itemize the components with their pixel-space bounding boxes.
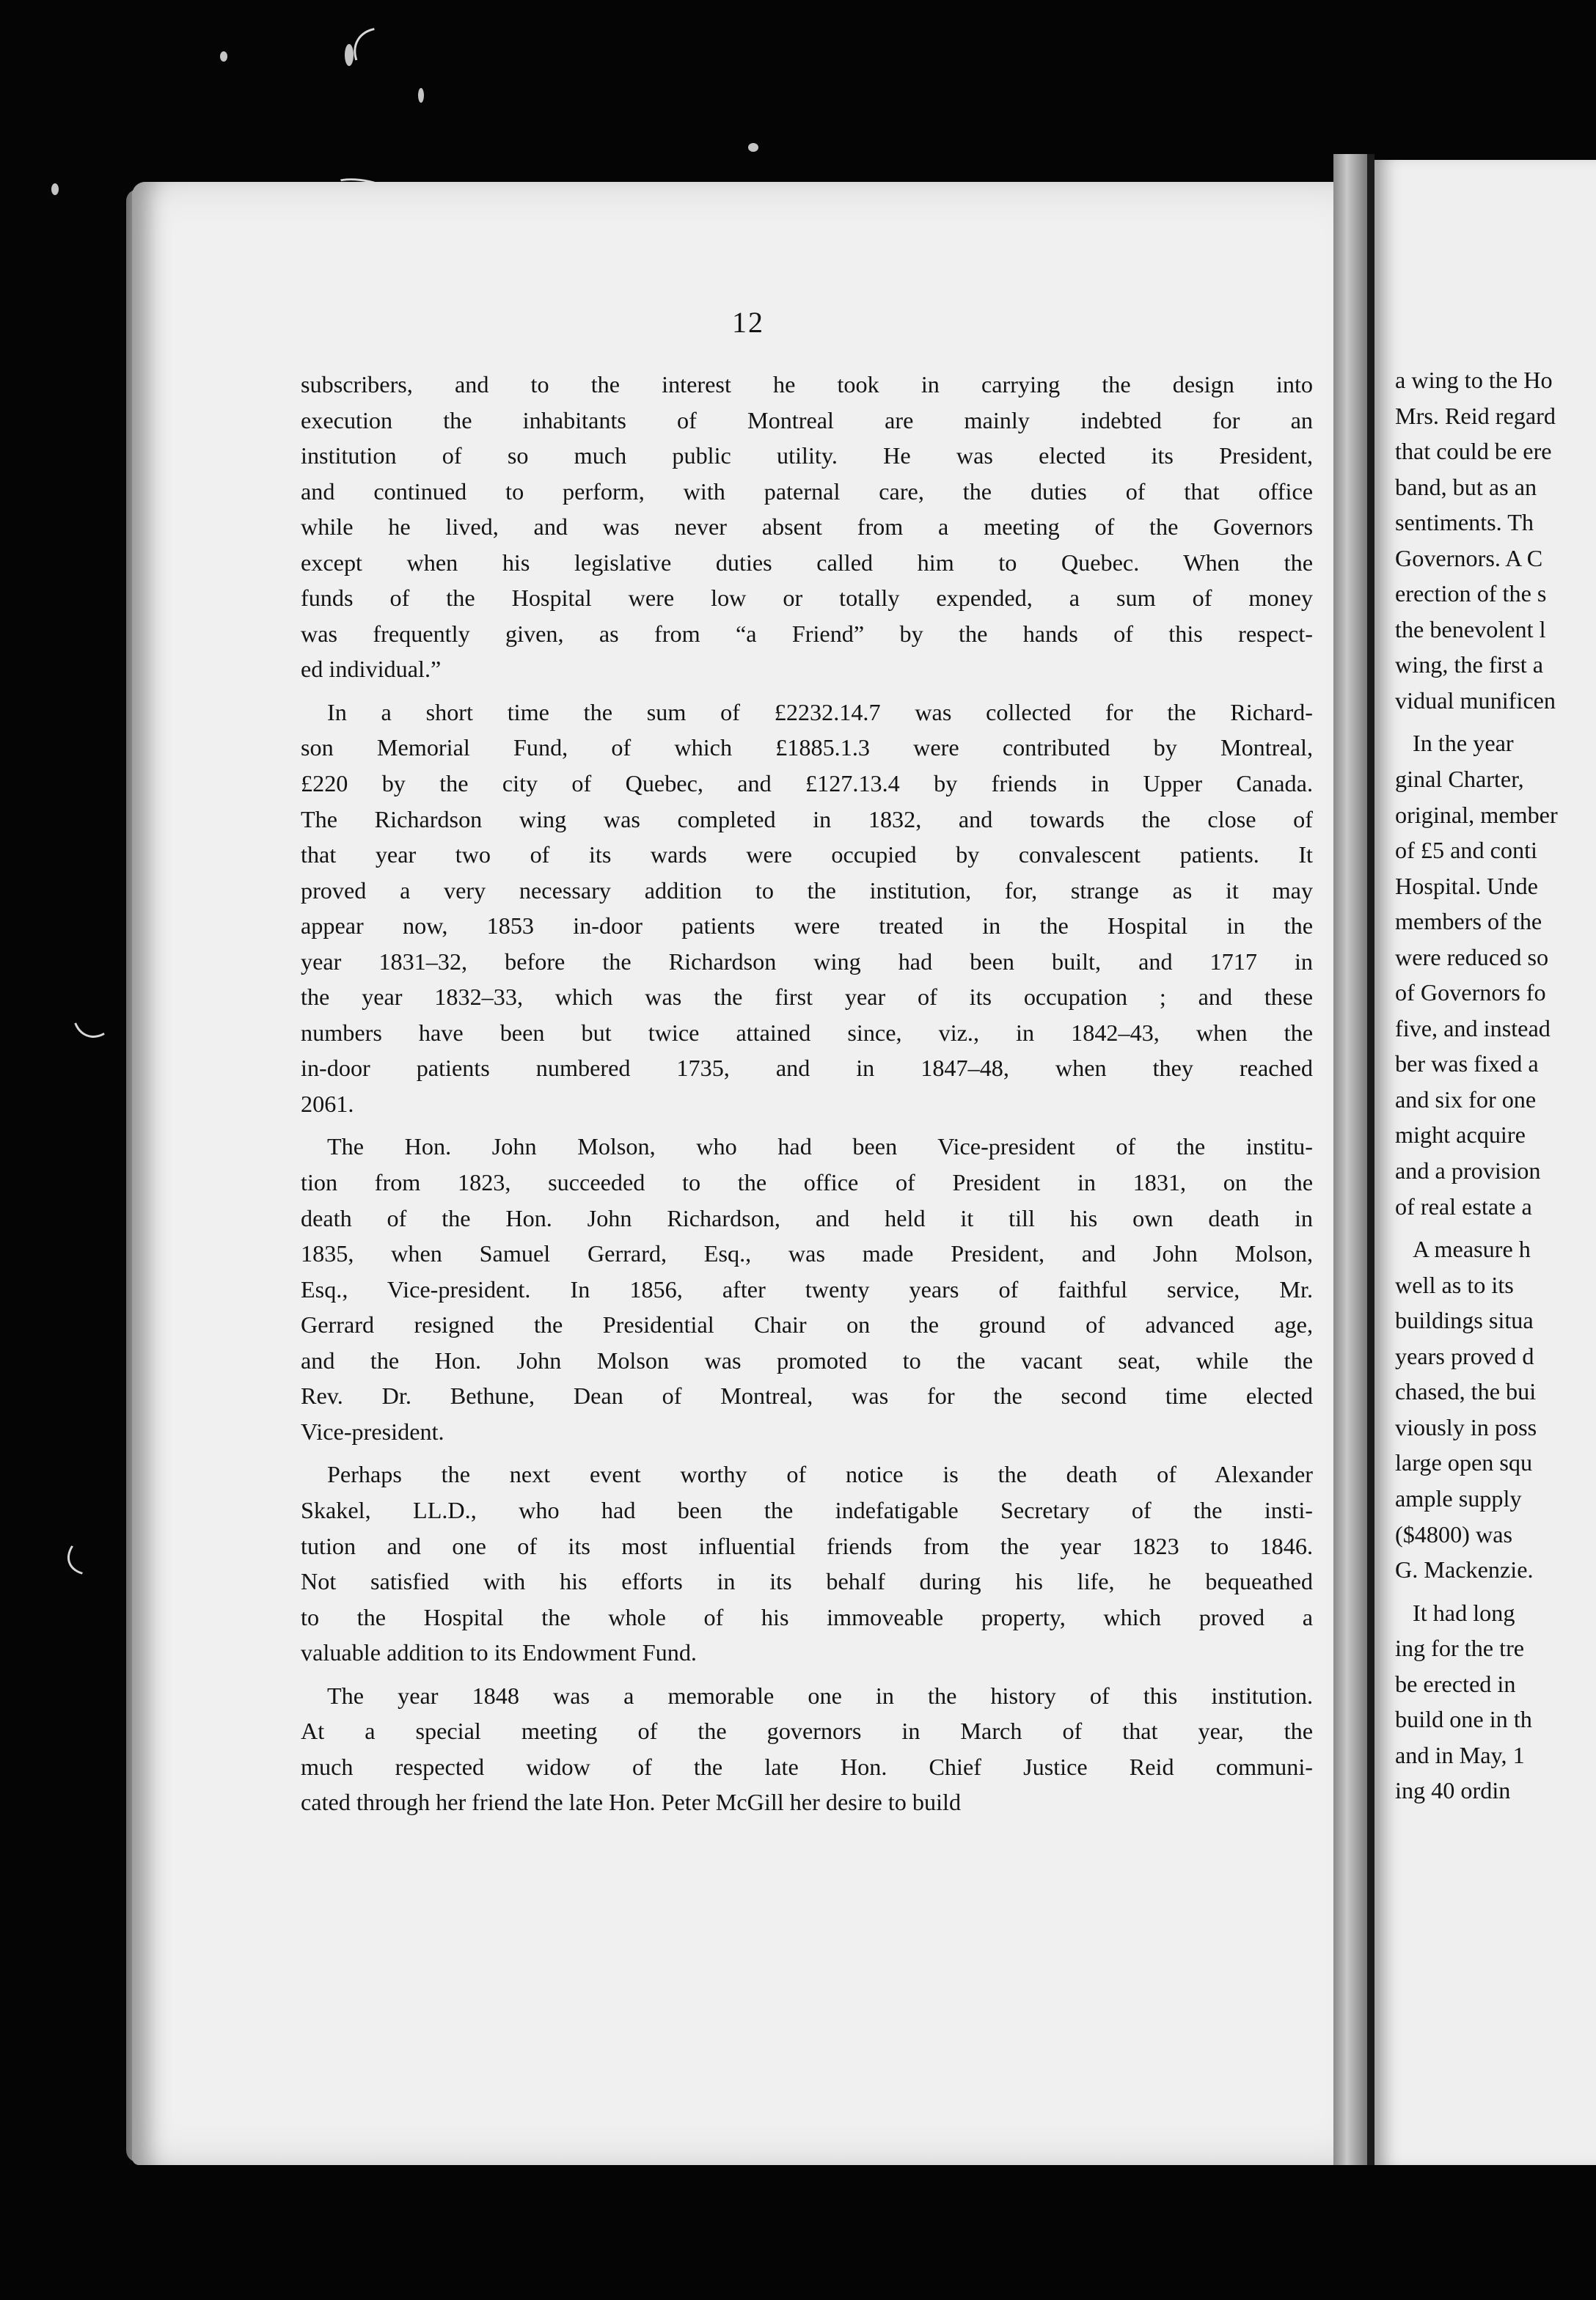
- text-line: that could be ere: [1395, 438, 1552, 465]
- text-line: It had long: [1413, 1599, 1515, 1626]
- text-line: proved a very necessary addition to the institution, for, strange as it may: [301, 876, 1313, 904]
- text-line: In the year: [1413, 730, 1514, 757]
- text-line: 1835, when Samuel Gerrard, Esq., was made President, and John Molson,: [301, 1240, 1313, 1267]
- text-line: band, but as an: [1395, 473, 1537, 500]
- text-line: while he lived, and was never absent from a meeting of the Governors: [301, 513, 1313, 541]
- text-line: ($4800) was: [1395, 1520, 1513, 1548]
- text-line: were reduced so: [1395, 943, 1549, 970]
- paragraph: [301, 367, 1313, 687]
- page-number: 12: [732, 306, 764, 339]
- text-line: ing for the tre: [1395, 1635, 1525, 1662]
- text-line: In a short time the sum of £2232.14.7 was collected for the Richard-: [327, 698, 1313, 725]
- text-line: year 1831–32, before the Richardson wing had been built, and 1717 in: [301, 948, 1313, 975]
- paragraph: [301, 695, 1313, 1122]
- scan-speck: [418, 88, 424, 103]
- text-line: a wing to the Ho: [1395, 367, 1553, 393]
- text-line: might acquire: [1395, 1121, 1526, 1149]
- text-line: was frequently given, as from “a Friend” by the hands of this respect-: [301, 620, 1313, 647]
- text-line: vidual munificen: [1395, 686, 1556, 714]
- scan-speck: [51, 183, 59, 195]
- text-line: Governors. A C: [1395, 544, 1543, 571]
- text-line: in-door patients numbered 1735, and in 1847–48, when they reached: [301, 1055, 1313, 1082]
- text-line: ing 40 ordin: [1395, 1777, 1511, 1804]
- text-line: tion from 1823, succeeded to the office of President in 1831, on the: [301, 1169, 1313, 1196]
- text-line: build one in th: [1395, 1706, 1532, 1733]
- scan-curl: [343, 15, 431, 99]
- text-line: Mrs. Reid regard: [1395, 402, 1556, 429]
- text-line: of real estate a: [1395, 1193, 1532, 1220]
- text-line: son Memorial Fund, of which £1885.1.3 were contributed by Montreal,: [301, 734, 1313, 761]
- paragraph-gap: [1395, 1588, 1596, 1595]
- text-line: appear now, 1853 in-door patients were treated in the Hospital in the: [301, 912, 1313, 940]
- text-line: ed individual.”: [301, 656, 442, 683]
- text-line: Skakel, LL.D., who had been the indefatigable Secretary of the insti-: [301, 1496, 1313, 1523]
- text-line: valuable addition to its Endowment Fund.: [301, 1639, 697, 1666]
- text-line: the year 1832–33, which was the first year of its occupation ; and these: [301, 984, 1313, 1011]
- text-line: subscribers, and to the interest he took in carrying the design into: [301, 371, 1313, 398]
- scan-speck: [220, 51, 227, 62]
- text-line: five, and instead: [1395, 1014, 1551, 1041]
- text-line: 2061.: [301, 1090, 354, 1117]
- text-line: and the Hon. John Molson was promoted to the vacant seat, while the: [301, 1347, 1313, 1374]
- text-line: viously in poss: [1395, 1413, 1537, 1440]
- text-line: institution of so much public utility. He was elected its President,: [301, 442, 1313, 469]
- text-line: Not satisfied with his efforts in its behalf during his life, he bequeathed: [301, 1568, 1313, 1595]
- text-line: ample supply: [1395, 1484, 1522, 1512]
- text-line: £220 by the city of Quebec, and £127.13.4 by friends in Upper Canada.: [301, 770, 1313, 797]
- text-line: and in May, 1: [1395, 1741, 1525, 1768]
- text-line: original, member: [1395, 801, 1558, 828]
- text-line: The year 1848 was a memorable one in the history of this institution.: [327, 1682, 1313, 1709]
- text-line: well as to its: [1395, 1271, 1514, 1298]
- text-line: be erected in: [1395, 1670, 1516, 1697]
- text-line: and six for one: [1395, 1085, 1537, 1113]
- scan-speck: [748, 143, 758, 152]
- paragraph: [301, 1678, 1313, 1820]
- text-line: and a provision: [1395, 1157, 1541, 1184]
- text-line: funds of the Hospital were low or totally expended, a sum of money: [301, 585, 1313, 612]
- text-line: The Richardson wing was completed in 1832, and towards the close of: [301, 805, 1313, 832]
- book-spine-gutter: [1333, 154, 1367, 2165]
- paragraph-gap: [1395, 1224, 1596, 1231]
- scan-curl: [64, 969, 131, 1044]
- text-line: G. Mackenzie.: [1395, 1556, 1534, 1583]
- text-line: A measure h: [1413, 1236, 1531, 1263]
- text-line: execution the inhabitants of Montreal are mainly indebted for an: [301, 406, 1313, 433]
- text-line: Hospital. Unde: [1395, 872, 1538, 899]
- paragraph: [301, 1129, 1313, 1449]
- text-line: members of the: [1395, 908, 1542, 935]
- book-spine-shadow: [1367, 154, 1374, 2165]
- text-line: numbers have been but twice attained since, viz., in 1842–43, when the: [301, 1019, 1313, 1046]
- text-line: Esq., Vice-president. In 1856, after twenty years of faithful service, Mr.: [301, 1275, 1313, 1303]
- text-line: buildings situa: [1395, 1307, 1534, 1334]
- text-line: ber was fixed a: [1395, 1050, 1539, 1077]
- text-line: At a special meeting of the governors in March of that year, the: [301, 1718, 1313, 1745]
- text-line: except when his legislative duties called him to Quebec. When the: [301, 549, 1313, 576]
- text-line: that year two of its wards were occupied by convalescent patients. It: [301, 841, 1313, 868]
- text-line: chased, the bui: [1395, 1378, 1537, 1405]
- text-line: sentiments. Th: [1395, 509, 1534, 536]
- text-line: Rev. Dr. Bethune, Dean of Montreal, was for the second time elected: [301, 1382, 1313, 1410]
- left-page-body-text: [301, 367, 1313, 1828]
- scan-speck: [345, 44, 354, 66]
- text-line: Gerrard resigned the Presidential Chair on the ground of advanced age,: [301, 1311, 1313, 1338]
- text-line: large open squ: [1395, 1449, 1533, 1476]
- text-line: death of the Hon. John Richardson, and held it till his own death in: [301, 1204, 1313, 1231]
- text-line: Vice-president.: [301, 1418, 444, 1445]
- text-line: cated through her friend the late Hon. Peter McGill her desire to build: [301, 1789, 962, 1816]
- text-line: and continued to perform, with paternal care, the duties of that office: [301, 477, 1313, 505]
- text-line: much respected widow of the late Hon. Chief Justice Reid communi-: [301, 1753, 1313, 1780]
- text-line: wing, the first a: [1395, 651, 1544, 678]
- text-line: of £5 and conti: [1395, 837, 1537, 864]
- text-line: The Hon. John Molson, who had been Vice-president of the institu-: [327, 1133, 1313, 1160]
- text-line: of Governors fo: [1395, 979, 1546, 1006]
- text-line: the benevolent l: [1395, 615, 1546, 642]
- paragraph: [301, 1457, 1313, 1670]
- text-line: to the Hospital the whole of his immoveable property, which proved a: [301, 1603, 1313, 1630]
- paragraph-gap: [1395, 718, 1596, 725]
- text-line: ginal Charter,: [1395, 766, 1524, 793]
- text-line: years proved d: [1395, 1342, 1534, 1369]
- right-page-body-text: [1395, 362, 1596, 1809]
- text-line: Perhaps the next event worthy of notice is the death of Alexander: [327, 1461, 1313, 1488]
- text-line: erection of the s: [1395, 580, 1547, 607]
- text-line: tution and one of its most influential friends from the year 1823 to 1846.: [301, 1532, 1313, 1559]
